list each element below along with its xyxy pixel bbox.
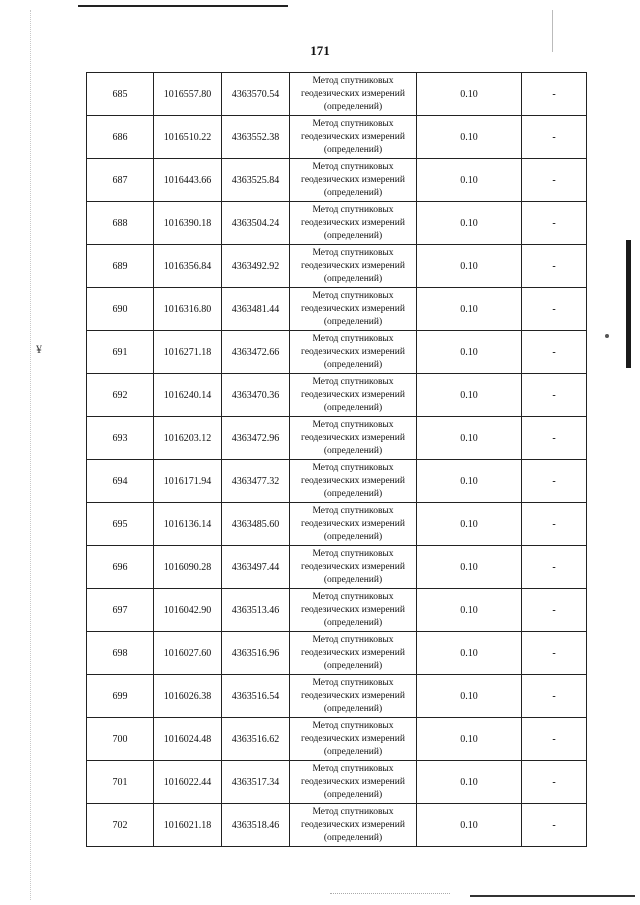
accuracy-cell: 0.10 — [417, 116, 522, 159]
method-text-line: (определений) — [323, 617, 383, 628]
method-text-line: Метод спутниковых — [312, 591, 394, 602]
table-row — [87, 374, 587, 417]
method-text-line: геодезических измерений — [301, 647, 405, 658]
scan-artifact-bottom-dots — [330, 893, 450, 895]
point-number-cell: 690 — [87, 288, 154, 331]
coordinate-x-cell: 1016021.18 — [154, 804, 222, 847]
method-cell — [290, 159, 417, 202]
scan-artifact-right-bar — [626, 240, 631, 368]
method-text-line: Метод спутниковых — [312, 763, 394, 774]
method-text-line: геодезических измерений — [301, 604, 405, 615]
method-text-line: геодезических измерений — [301, 690, 405, 701]
table-row — [87, 675, 587, 718]
description-cell: - — [522, 589, 587, 632]
coordinate-x-cell: 1016022.44 — [154, 761, 222, 804]
table-row — [87, 331, 587, 374]
method-text-line: (определений) — [323, 832, 383, 843]
page-number: 171 — [310, 43, 330, 58]
description-cell: - — [522, 245, 587, 288]
point-number-cell: 694 — [87, 460, 154, 503]
accuracy-cell: 0.10 — [417, 159, 522, 202]
method-text-line: (определений) — [323, 703, 383, 714]
method-text-line: (определений) — [323, 402, 383, 413]
method-cell — [290, 761, 417, 804]
point-number-cell: 702 — [87, 804, 154, 847]
method-text-line: (определений) — [323, 316, 383, 327]
method-text-line: геодезических измерений — [301, 260, 405, 271]
method-cell — [290, 374, 417, 417]
coordinate-y-cell: 4363492.92 — [222, 245, 290, 288]
method-text-line: (определений) — [323, 187, 383, 198]
accuracy-cell: 0.10 — [417, 202, 522, 245]
method-text-line: (определений) — [323, 144, 383, 155]
point-number-cell: 700 — [87, 718, 154, 761]
coordinate-x-cell: 1016443.66 — [154, 159, 222, 202]
coordinate-y-cell: 4363470.36 — [222, 374, 290, 417]
coordinate-x-cell: 1016510.22 — [154, 116, 222, 159]
coordinate-x-cell: 1016203.12 — [154, 417, 222, 460]
coordinates-table — [86, 72, 587, 847]
method-text-line: геодезических измерений — [301, 518, 405, 529]
coordinate-y-cell: 4363517.34 — [222, 761, 290, 804]
coordinate-x-cell: 1016042.90 — [154, 589, 222, 632]
method-text-line: Метод спутниковых — [312, 247, 394, 258]
method-cell — [290, 245, 417, 288]
point-number-cell: 685 — [87, 73, 154, 116]
description-cell: - — [522, 417, 587, 460]
coordinate-y-cell: 4363481.44 — [222, 288, 290, 331]
accuracy-cell: 0.10 — [417, 73, 522, 116]
accuracy-cell: 0.10 — [417, 331, 522, 374]
description-cell: - — [522, 718, 587, 761]
method-cell — [290, 632, 417, 675]
table-row — [87, 589, 587, 632]
accuracy-cell: 0.10 — [417, 546, 522, 589]
coordinate-y-cell: 4363513.46 — [222, 589, 290, 632]
coordinate-y-cell: 4363472.66 — [222, 331, 290, 374]
accuracy-cell: 0.10 — [417, 718, 522, 761]
method-text-line: геодезических измерений — [301, 819, 405, 830]
method-text-line: Метод спутниковых — [312, 376, 394, 387]
point-number-cell: 699 — [87, 675, 154, 718]
coordinate-y-cell: 4363497.44 — [222, 546, 290, 589]
method-text-line: Метод спутниковых — [312, 161, 394, 172]
accuracy-cell: 0.10 — [417, 589, 522, 632]
method-text-line: (определений) — [323, 273, 383, 284]
table-row — [87, 202, 587, 245]
description-cell: - — [522, 73, 587, 116]
method-cell — [290, 675, 417, 718]
method-text-line: Метод спутниковых — [312, 548, 394, 559]
coordinate-x-cell: 1016027.60 — [154, 632, 222, 675]
coordinate-x-cell: 1016240.14 — [154, 374, 222, 417]
table-row — [87, 546, 587, 589]
point-number-cell: 689 — [87, 245, 154, 288]
method-cell — [290, 417, 417, 460]
coordinate-y-cell: 4363525.84 — [222, 159, 290, 202]
method-text-line: (определений) — [323, 660, 383, 671]
coordinate-y-cell: 4363552.38 — [222, 116, 290, 159]
point-number-cell: 686 — [87, 116, 154, 159]
point-number-cell: 693 — [87, 417, 154, 460]
table-row — [87, 761, 587, 804]
method-cell — [290, 804, 417, 847]
accuracy-cell: 0.10 — [417, 288, 522, 331]
coordinate-y-cell: 4363516.62 — [222, 718, 290, 761]
method-text-line: Метод спутниковых — [312, 118, 394, 129]
table-row — [87, 73, 587, 116]
method-text-line: геодезических измерений — [301, 561, 405, 572]
method-text-line: геодезических измерений — [301, 475, 405, 486]
coordinate-y-cell: 4363516.54 — [222, 675, 290, 718]
method-cell — [290, 546, 417, 589]
coordinate-y-cell: 4363516.96 — [222, 632, 290, 675]
point-number-cell: 695 — [87, 503, 154, 546]
method-text-line: геодезических измерений — [301, 346, 405, 357]
method-text-line: Метод спутниковых — [312, 677, 394, 688]
method-text-line: Метод спутниковых — [312, 333, 394, 344]
coordinate-x-cell: 1016136.14 — [154, 503, 222, 546]
accuracy-cell: 0.10 — [417, 804, 522, 847]
method-cell — [290, 503, 417, 546]
table-row — [87, 503, 587, 546]
scan-artifact-top-line — [78, 5, 288, 7]
coordinate-y-cell: 4363504.24 — [222, 202, 290, 245]
coordinate-x-cell: 1016390.18 — [154, 202, 222, 245]
table-row — [87, 804, 587, 847]
accuracy-cell: 0.10 — [417, 460, 522, 503]
method-text-line: геодезических измерений — [301, 776, 405, 787]
accuracy-cell: 0.10 — [417, 417, 522, 460]
method-text-line: (определений) — [323, 230, 383, 241]
description-cell: - — [522, 632, 587, 675]
method-text-line: геодезических измерений — [301, 389, 405, 400]
method-text-line: Метод спутниковых — [312, 634, 394, 645]
accuracy-cell: 0.10 — [417, 374, 522, 417]
method-cell — [290, 202, 417, 245]
coordinate-y-cell: 4363485.60 — [222, 503, 290, 546]
table-row — [87, 159, 587, 202]
description-cell: - — [522, 116, 587, 159]
method-text-line: геодезических измерений — [301, 303, 405, 314]
method-text-line: (определений) — [323, 789, 383, 800]
method-text-line: (определений) — [323, 746, 383, 757]
method-cell — [290, 73, 417, 116]
method-text-line: Метод спутниковых — [312, 720, 394, 731]
description-cell: - — [522, 675, 587, 718]
table-row — [87, 116, 587, 159]
method-text-line: Метод спутниковых — [312, 419, 394, 430]
scan-artifact-left-edge — [30, 10, 41, 900]
point-number-cell: 698 — [87, 632, 154, 675]
coordinate-y-cell: 4363477.32 — [222, 460, 290, 503]
method-cell — [290, 288, 417, 331]
coordinate-x-cell: 1016271.18 — [154, 331, 222, 374]
table-row — [87, 417, 587, 460]
method-text-line: геодезических измерений — [301, 432, 405, 443]
accuracy-cell: 0.10 — [417, 503, 522, 546]
method-cell — [290, 116, 417, 159]
scan-artifact-bottom-line — [470, 895, 635, 897]
coordinate-x-cell: 1016090.28 — [154, 546, 222, 589]
point-number-cell: 701 — [87, 761, 154, 804]
method-text-line: геодезических измерений — [301, 88, 405, 99]
method-text-line: (определений) — [323, 488, 383, 499]
method-cell — [290, 331, 417, 374]
table-row — [87, 288, 587, 331]
method-cell — [290, 589, 417, 632]
description-cell: - — [522, 804, 587, 847]
method-text-line: (определений) — [323, 445, 383, 456]
description-cell: - — [522, 288, 587, 331]
method-text-line: (определений) — [323, 574, 383, 585]
description-cell: - — [522, 546, 587, 589]
method-text-line: (определений) — [323, 531, 383, 542]
method-text-line: Метод спутниковых — [312, 462, 394, 473]
coordinate-y-cell: 4363570.54 — [222, 73, 290, 116]
table-row — [87, 718, 587, 761]
description-cell: - — [522, 374, 587, 417]
description-cell: - — [522, 503, 587, 546]
coordinate-y-cell: 4363518.46 — [222, 804, 290, 847]
table-row — [87, 632, 587, 675]
method-text-line: Метод спутниковых — [312, 806, 394, 817]
accuracy-cell: 0.10 — [417, 632, 522, 675]
table-row — [87, 460, 587, 503]
method-text-line: (определений) — [323, 101, 383, 112]
coordinate-x-cell: 1016171.94 — [154, 460, 222, 503]
description-cell: - — [522, 202, 587, 245]
method-text-line: геодезических измерений — [301, 217, 405, 228]
coordinate-x-cell: 1016316.80 — [154, 288, 222, 331]
point-number-cell: 687 — [87, 159, 154, 202]
accuracy-cell: 0.10 — [417, 675, 522, 718]
coordinate-x-cell: 1016557.80 — [154, 73, 222, 116]
accuracy-cell: 0.10 — [417, 245, 522, 288]
point-number-cell: 692 — [87, 374, 154, 417]
method-cell — [290, 460, 417, 503]
description-cell: - — [522, 761, 587, 804]
coordinate-x-cell: 1016026.38 — [154, 675, 222, 718]
point-number-cell: 691 — [87, 331, 154, 374]
coordinate-x-cell: 1016024.48 — [154, 718, 222, 761]
accuracy-cell: 0.10 — [417, 761, 522, 804]
method-text-line: Метод спутниковых — [312, 505, 394, 516]
method-text-line: Метод спутниковых — [312, 204, 394, 215]
coordinate-x-cell: 1016356.84 — [154, 245, 222, 288]
description-cell: - — [522, 159, 587, 202]
scan-artifact-left-mark: ¥ — [36, 342, 42, 356]
scan-artifact-right-dot — [605, 334, 609, 338]
description-cell: - — [522, 331, 587, 374]
point-number-cell: 696 — [87, 546, 154, 589]
method-cell — [290, 718, 417, 761]
method-text-line: геодезических измерений — [301, 131, 405, 142]
method-text-line: геодезических измерений — [301, 174, 405, 185]
coordinates-table-body — [87, 73, 587, 847]
method-text-line: Метод спутниковых — [312, 290, 394, 301]
coordinate-y-cell: 4363472.96 — [222, 417, 290, 460]
point-number-cell: 697 — [87, 589, 154, 632]
method-text-line: геодезических измерений — [301, 733, 405, 744]
method-text-line: Метод спутниковых — [312, 75, 394, 86]
method-text-line: (определений) — [323, 359, 383, 370]
point-number-cell: 688 — [87, 202, 154, 245]
table-row — [87, 245, 587, 288]
description-cell: - — [522, 460, 587, 503]
